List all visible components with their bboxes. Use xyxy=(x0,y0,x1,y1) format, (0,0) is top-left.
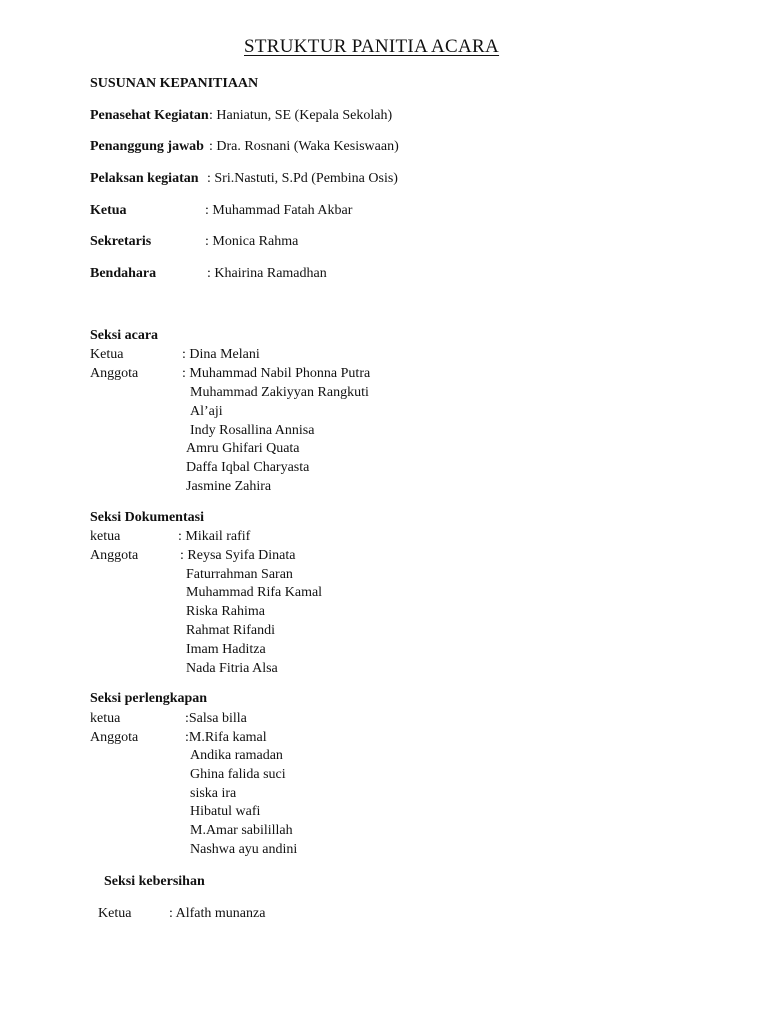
member-name: siska ira xyxy=(190,786,237,801)
member-name: Hibatul wafi xyxy=(190,804,261,819)
role-label-penanggung-jawab: Penanggung jawab xyxy=(90,139,204,154)
member-name: Ghina falida suci xyxy=(190,767,286,782)
role-label-ketua: Ketua xyxy=(90,203,127,218)
role-value-pelaksana: : Sri.Nastuti, S.Pd (Pembina Osis) xyxy=(207,171,398,186)
section-anggota-label: Anggota xyxy=(90,730,139,745)
member-name: Muhammad Rifa Kamal xyxy=(186,585,323,600)
role-label-penasehat: Penasehat Kegiatan xyxy=(90,108,209,123)
section-title-perlengkapan: Seksi perlengkapan xyxy=(90,691,208,706)
member-name: Amru Ghifari Quata xyxy=(186,441,300,456)
member-name: Riska Rahima xyxy=(186,604,265,619)
role-value-ketua: : Muhammad Fatah Akbar xyxy=(205,203,353,218)
section-ketua-label: Ketua xyxy=(90,347,124,362)
section-ketua-value: : Dina Melani xyxy=(182,347,260,362)
member-name: Andika ramadan xyxy=(190,748,283,763)
member-name: Imam Haditza xyxy=(186,642,266,657)
member-name: Nashwa ayu andini xyxy=(190,842,298,857)
section-ketua-label: ketua xyxy=(90,711,121,726)
member-name: :M.Rifa kamal xyxy=(185,730,267,745)
section-heading-susunan: SUSUNAN KEPANITIAAN xyxy=(90,76,259,91)
member-name: Daffa Iqbal Charyasta xyxy=(186,460,310,475)
role-value-penasehat: : Haniatun, SE (Kepala Sekolah) xyxy=(209,108,393,123)
section-ketua-value: : Alfath munanza xyxy=(169,906,266,921)
member-name: Faturrahman Saran xyxy=(186,567,293,582)
member-name: Indy Rosallina Annisa xyxy=(190,423,315,438)
role-value-sekretaris: : Monica Rahma xyxy=(205,234,299,249)
section-title-kebersihan: Seksi kebersihan xyxy=(104,874,205,889)
role-label-sekretaris: Sekretaris xyxy=(90,234,152,249)
member-name: : Muhammad Nabil Phonna Putra xyxy=(182,366,371,381)
section-ketua-label: ketua xyxy=(90,529,121,544)
section-ketua-value: :Salsa billa xyxy=(185,711,247,726)
member-name: Muhammad Zakiyyan Rangkuti xyxy=(190,385,369,400)
section-anggota-label: Anggota xyxy=(90,548,139,563)
section-ketua-value: : Mikail rafif xyxy=(178,529,251,544)
member-name: Nada Fitria Alsa xyxy=(186,661,278,676)
section-title-dokumentasi: Seksi Dokumentasi xyxy=(90,510,204,525)
section-anggota-label: Anggota xyxy=(90,366,139,381)
role-label-pelaksana: Pelaksan kegiatan xyxy=(90,171,199,186)
section-title-acara: Seksi acara xyxy=(90,328,159,343)
member-name: Rahmat Rifandi xyxy=(186,623,276,638)
role-label-bendahara: Bendahara xyxy=(90,266,157,281)
member-name: Jasmine Zahira xyxy=(186,479,272,494)
member-name: M.Amar sabilillah xyxy=(190,823,293,838)
section-ketua-label: Ketua xyxy=(98,906,132,921)
member-name: Al’aji xyxy=(190,404,223,419)
role-value-bendahara: : Khairina Ramadhan xyxy=(207,266,327,281)
role-value-penanggung-jawab: : Dra. Rosnani (Waka Kesiswaan) xyxy=(209,139,399,154)
member-name: : Reysa Syifa Dinata xyxy=(180,548,296,563)
page-title: STRUKTUR PANITIA ACARA xyxy=(244,36,500,57)
